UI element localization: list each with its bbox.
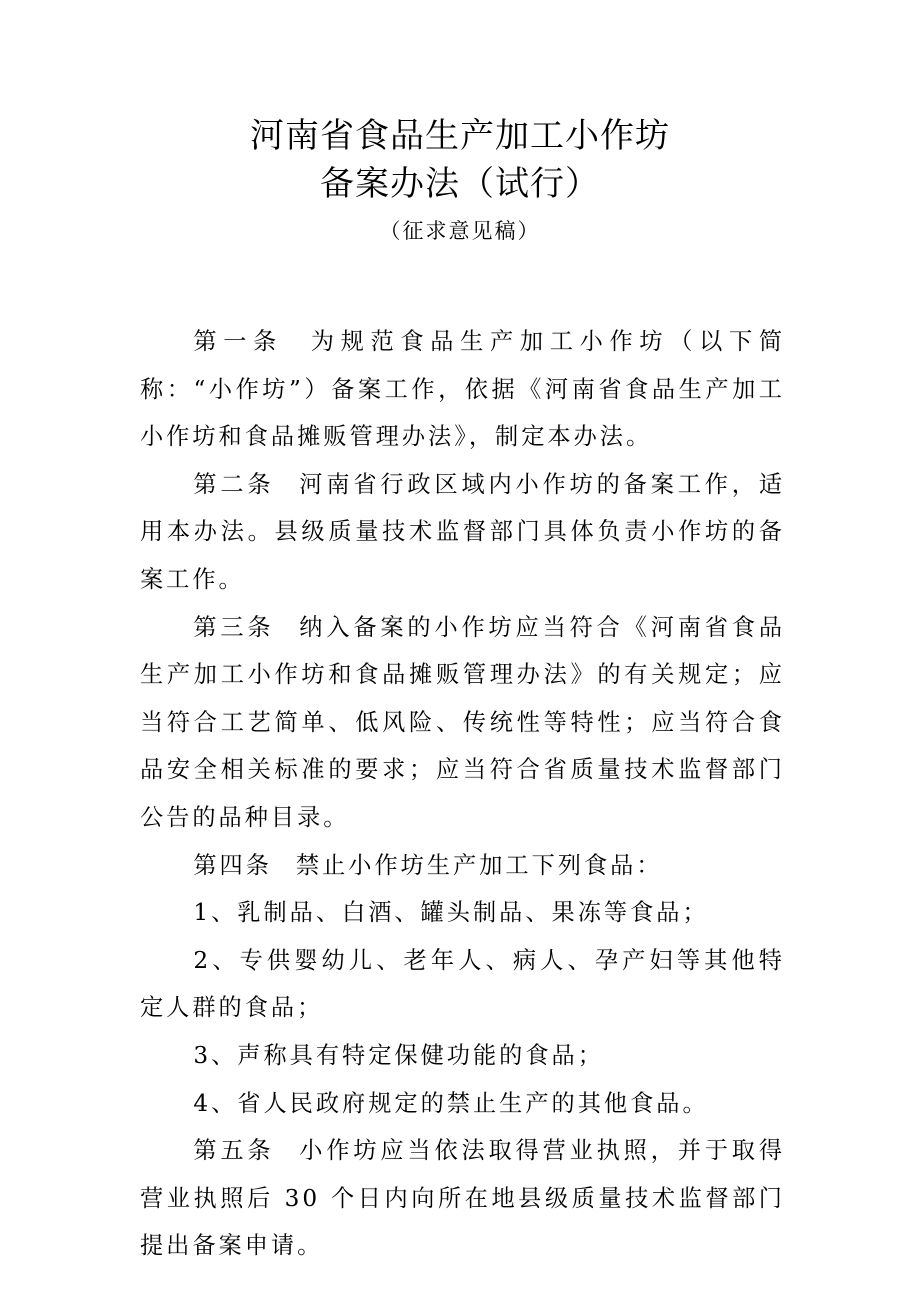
article-text: 纳入备案的小作坊应当符合《河南省食品生产加工小作坊和食品摊贩管理办法》的有关规定；应当符合工艺简单、低风险、传统性等特性；应当符合食品安全相关标准的要求；应当符合省质量技术监督部门公告的品种目录。	[140, 613, 786, 831]
article-3	[140, 604, 785, 842]
article-label: 第二条	[193, 470, 275, 498]
list-item: 4、省人民政府规定的禁止生产的其他食品。	[193, 1089, 709, 1117]
document-title-line1: 河南省食品生产加工小作坊	[250, 116, 670, 156]
article-label: 第一条	[193, 328, 283, 355]
list-item: 3、声称具有特定保健功能的食品；	[193, 1041, 604, 1069]
article-label: 第三条	[193, 613, 275, 641]
article-5	[140, 1127, 785, 1270]
article-label: 第五条	[193, 1137, 275, 1165]
document-body	[140, 318, 785, 1270]
article-text: 小作坊应当依法取得营业执照，并于取得营业执照后 30 个日内向所在地县级质量技术监督部门提出备案申请。	[140, 1137, 786, 1260]
list-item: 2、专供婴幼儿、老年人、病人、孕产妇等其他特定人群的食品；	[140, 946, 785, 1022]
article-text: 河南省行政区域内小作坊的备案工作，适用本办法。县级质量技术监督部门具体负责小作坊的备案工作。	[140, 470, 786, 593]
document-subtitle: （征求意见稿）	[379, 219, 541, 243]
document-title-line2: 备案办法（试行）	[320, 164, 600, 204]
article-text: 为规范食品生产加工小作坊（以下简称：“小作坊”）备案工作，依据《河南省食品生产加工小作坊和食品摊贩管理办法》，制定本办法。	[140, 328, 786, 451]
article-1	[140, 318, 785, 461]
article-4	[140, 842, 785, 890]
article-label: 第四条	[193, 851, 272, 879]
article-2	[140, 461, 785, 604]
list-item: 1、乳制品、白酒、罐头制品、果冻等食品；	[193, 899, 709, 927]
article-text: 禁止小作坊生产加工下列食品：	[295, 851, 663, 879]
